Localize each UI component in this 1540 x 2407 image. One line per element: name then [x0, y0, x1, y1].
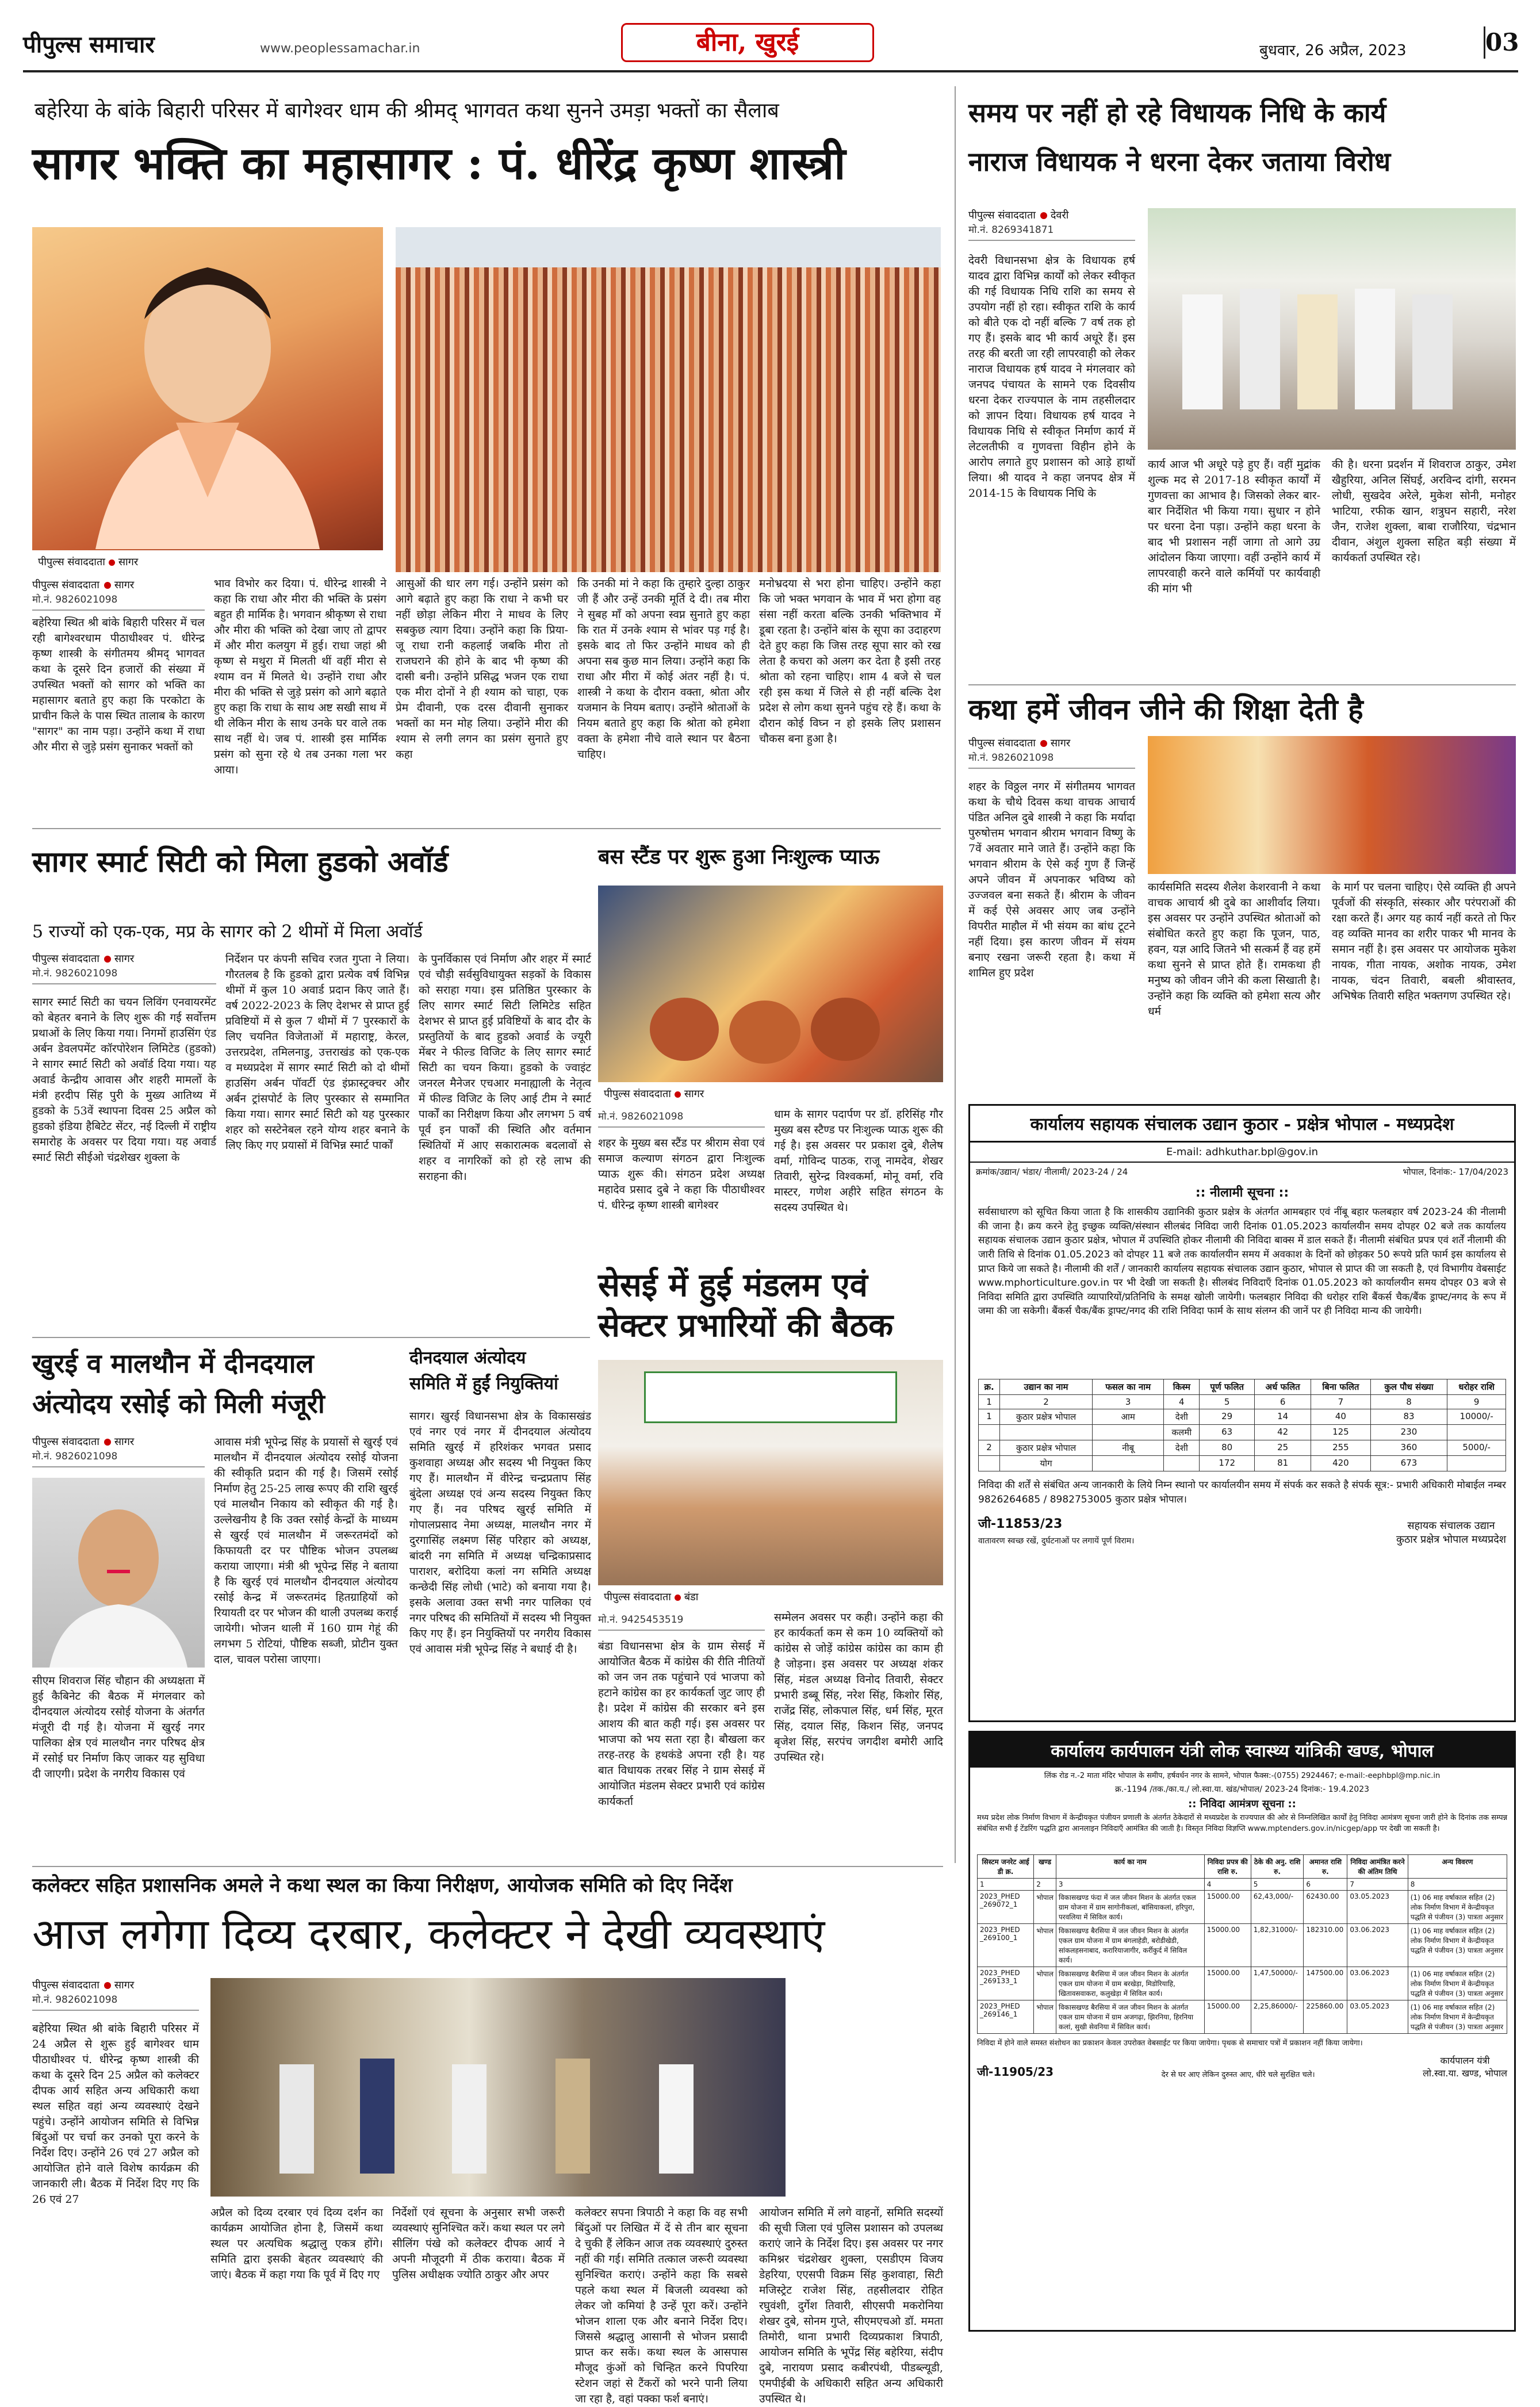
- tender1-ref: क्रमांक/उद्यान/ भंडार/ नीलामी/ 2023-24 / 24: [976, 1167, 1128, 1177]
- bottom-divider: [32, 1866, 943, 1867]
- crowd-sky: [396, 227, 941, 267]
- lead-byline: पीपुल्स संवाददाता सागर मो.नं. 9826021098: [32, 578, 205, 614]
- mandal-col-2: सम्मेलन अवसर पर कही। उन्होंने कहा की हर कार्यकर्ता कम से कम 10 व्यक्तियों को कांग्रेस से जोड़ें कांग्रेस कांग्रेस का काम ही है जोड़ना। इस अवसर पर अध्यक्ष शंकर सिंह, मंडल अध्यक्ष विनोद तिवारी, सेक्टर प्रभारी डब्बू सिंह, नरेश सिंह, किशोर सिंह, राजेंद्र सिंह, लोकपाल सिंह, धर्म सिंह, मूरत सिंह, दयाल सिंह, किशन सिंह, जनपद बृजेश सिंह, सरपंच जगदीश बमोरी आदि उपस्थित रहे।: [774, 1611, 943, 1764]
- lead-kicker: बहेरिया के बांके बिहारी परिसर में बागेश्वर धाम की श्रीमद् भागवत कथा सुनने उमड़ा भक्तों का सैलाब: [35, 99, 779, 122]
- table-cell: 360: [1370, 1440, 1447, 1456]
- auction-row: [979, 1456, 1506, 1471]
- table-cell: 63: [1200, 1425, 1255, 1440]
- tender1-title: कार्यालय सहायक संचालक उद्यान कुठार - प्रक्षेत्र भोपाल - मध्यप्रदेश: [970, 1106, 1514, 1143]
- auction-row: [979, 1440, 1506, 1456]
- tender2-table: [970, 1852, 1514, 2036]
- table-cell: विकासखण्ड फंदा में जल जीवन मिशन के अंतर्गत एकल ग्राम योजना में ग्राम सागोनीकलां, बांसियाकलां, हरिपुरा, परवलिया में सिविल कार्य।: [1056, 1891, 1204, 1924]
- table-cell: 6: [1255, 1395, 1311, 1409]
- table-header-row: [978, 1855, 1507, 1879]
- collector-byline: पीपुल्स संवाददाता सागर मो.नं. 9826021098: [32, 1978, 199, 2014]
- table-cell: 172: [1200, 1456, 1255, 1471]
- table-cell: [1092, 1456, 1164, 1471]
- table-cell: 03.06.2023: [1347, 1924, 1408, 1967]
- table-header-cell: अन्य विवरण: [1408, 1855, 1507, 1879]
- table-header-cell: बिना फलित: [1311, 1379, 1371, 1395]
- table-cell: 81: [1255, 1456, 1311, 1471]
- katha-col-1: शहर के विठ्ठल नगर में संगीतमय भागवत कथा के चौथे दिवस कथा वाचक आचार्य पंडित अनिल दुबे शास्त्री ने कहा कि मर्यादा पुरुषोत्तम भगवान श्रीराम भगवान विष्णु के 7वें अवतार माने जाते हैं। उन्होंने कहा कि भगवान श्रीराम के ऐसे कई गुण हैं जिन्हें अपने जीवन में अपनाकर भविष्य को उज्जवल बना सकते हैं। श्रीराम के जीवन में कई ऐसे अवसर आए जब उन्होंने विपरीत माहौल में भी संयम का बांध टूटने नहीं दिया। इस कारण जीवन में संयम बनाए रखना जरूरी रहता है। कथा में शामिल हुए प्रदेश: [968, 780, 1135, 979]
- table-cell: 7: [1347, 1879, 1408, 1891]
- table-cell: (1) 06 माह वर्षाकाल सहित (2) लोक निर्माण विभाग में केन्द्रीयकृत पद्धति से पंजीयन (3) पात्रता अनुसार: [1408, 2000, 1507, 2034]
- table-cell: 7: [1311, 1395, 1371, 1409]
- tender1-code: जी-11853/23: [978, 1517, 1063, 1532]
- table-number-row: [978, 1879, 1507, 1891]
- auction-row: [979, 1409, 1506, 1425]
- tender2-tagline: देर से घर आए लेकिन दुरुस्त आए, धीरे चले सुरक्षित चले।: [1161, 2070, 1315, 2079]
- table-cell: [979, 1425, 1000, 1440]
- logo-text: पीपुल्स समाचार: [23, 31, 155, 58]
- katha-byline: पीपुल्स संवाददाता सागर मो.नं. 9826021098: [968, 736, 1135, 772]
- tender2-footer: निविदा में होने वाले समस्त संशोधन का प्रकाशन केवल उपरोक्त वेबसाईट पर किया जायेगा। पृथक से समाचार पत्रों में प्रकाशन नहीं किया जायेगा।: [977, 2039, 1363, 2048]
- table-cell: 2023_PHED _269072_1: [978, 1891, 1034, 1924]
- table-cell: 10000/-: [1447, 1409, 1506, 1425]
- tender-row: [978, 2000, 1507, 2034]
- khurai-headline-2: अंत्योदय रसोई को मिली मंजूरी: [32, 1388, 325, 1419]
- smartcity-subhead: 5 राज्यों को एक-एक, मप्र के सागर को 2 थीमों में मिला अवॉर्ड: [32, 922, 423, 942]
- table-header-cell: अमानत राशि रु.: [1304, 1855, 1347, 1879]
- lead-headline: सागर भक्ति का महासागर : पं. धीरेंद्र कृष्ण शास्त्री: [32, 137, 846, 190]
- table-cell: 62,43,000/-: [1251, 1891, 1304, 1924]
- pots-illustration: [598, 886, 943, 1075]
- table-header-cell: खण्ड: [1034, 1855, 1056, 1879]
- deendayal-body: सागर। खुरई विधानसभा क्षेत्र के विकासखंड एवं नगर एवं नगर में दीनदयाल अंत्योदय समिति खुरई में हरिशंकर भगवत प्रसाद कुशवाहा अध्यक्ष और सदस्य भी नियुक्त किए गए हैं। मालथौन में वीरेन्द्र चन्द्रप्रताप सिंह बुंदेला अध्यक्ष एवं अन्य सदस्य नियुक्त किए गए हैं। नव परिषद खुरई समिति में गोपालप्रसाद नेमा अध्यक्ष, मालथौन नगर में दुरगासिंह लक्ष्मण सिंह परिहार को अध्यक्ष, बांदरी नग समिति में अध्यक्ष चन्द्रिकाप्रसाद पाराशर, बरोदिया कलां नग समिति अध्यक्ष कन्छेदी सिंह लोधी (भाटे) को बनाया गया है। इसके अलावा उक्त सभी नगर पालिका एवं नगर परिषद की समितियों में सदस्य भी नियुक्त किए गए हैं। इन नियुक्तियों पर नगरीय विकास एवं आवास मंत्री भूपेन्द्र सिंह ने बधाई दी है।: [409, 1410, 591, 1655]
- table-cell: 5: [1200, 1395, 1255, 1409]
- table-cell: योग: [1000, 1456, 1093, 1471]
- mandal-banner: [644, 1371, 897, 1423]
- table-cell: 25: [1255, 1440, 1311, 1456]
- table-cell: आम: [1092, 1409, 1164, 1425]
- right-col-divider: [955, 86, 956, 1863]
- lead-col-5: मनोभ्रदया से भरा होना चाहिए। उन्होंने कहा कि जो भक्त भगवान के भाव में भरा होगा वह संसा नहीं करता बल्कि उनकी भक्तिभाव में डूबा रहता है। उन्होंने बांस के सूपा का उदाहरण देते हुए कहा कि जिस तरह सूपा सार को रख लेता है कचरा को अलग कर देता है इसी तरह श्रोता को रहना चाहिए। शाम 4 बजे से चल रही इस कथा में जिले से ही नहीं बल्कि देश प्रदेश से लोग कथा सुनने पहुंच रहे हैं। कथा के दौरान कोई विघ्न न हो इसके लिए प्रशासन चौकस बना हुआ है।: [759, 577, 941, 745]
- lead-col-3: आसुओं की धार लग गई। उन्होंने प्रसंग को आगे बढ़ाते हुए कहा कि राधा ने कभी घर नहीं छोड़ा लेकिन मीरा ने माधव के लिए सबकुछ त्याग दिया। उन्होंने कहा कि प्रिया-जू राधा रानी कहलाई जबकि मीरा तो राजघराने की होने के बाद भी कृष्ण की दासी बनी। उन्होंने प्रसिद्ध भजन एक राधा एक मीरा दोनों ने ही श्याम को चाहा, एक प्रेम दीवानी, एक दरस दीवानी सुनाकर भक्तों का मन मोह लिया। उन्होंने मीरा की श्याम से लगी लगन का प्रसंग सुनाते हुए कहा: [396, 577, 568, 761]
- photo-caption: पीपुल्स संवाददाता सागर: [32, 550, 383, 572]
- table-cell: 673: [1370, 1456, 1447, 1471]
- table-cell: 1,47,50000/-: [1251, 1967, 1304, 2000]
- vidhayak-byline: पीपुल्स संवाददाता देवरी मो.नं. 8269341871: [968, 208, 1135, 244]
- photo-busstand: [598, 886, 943, 1104]
- table-cell: भोपाल: [1034, 1924, 1056, 1967]
- collector-col-2: अप्रैल को दिव्य दरबार एवं दिव्य दर्शन का कार्यक्रम आयोजित होना है, जिसमें कथा स्थल पर अत्यधिक श्रद्धालु एकत्र होंगे। समिति द्वारा इसकी बेहतर व्यवस्थाएं की जाएं। बैठक में कहा गया कि पूर्व में दिए गए: [210, 2206, 383, 2281]
- katha-col-3: के मार्ग पर चलना चाहिए। ऐसे व्यक्ति ही अपने पूर्वजों की संस्कृति, संस्कार और परंपराओं की रक्षा करते हैं। अगर यह कार्य नहीं करते तो फिर वह व्यक्ति मानव का शरीर पाकर भी मानव के समान नहीं है। इस अवसर पर आयोजक मुकेश नायक, गीता नायक, अशोक नायक, उमेश नायक, चंदन तिवारी, बबली श्रीवास्तव, अभिषेक तिवारी सहित भक्तगण उपस्थित रहे।: [1332, 881, 1516, 1002]
- deendayal-headline-2: समिति में हुईं नियुक्तियां: [409, 1374, 558, 1394]
- mid-divider: [32, 1337, 590, 1338]
- vidhayak-col-3: की है। धरना प्रदर्शन में शिवराज ठाकुर, उमेश खैहुरिया, अनिल सिंघई, अरविन्द दांगी, सरमन लोधी, सुखदेव अरेले, मुकेश सोनी, मनोहर भाटिया, रफीक खान, शत्रुघन सहारी, नरेश जैन, राजेश शुक्ला, बाबा राजौरिया, चंद्रभान दीवान, अंशुल शुक्ला सहित बड़ी संख्या में कार्यकर्ता उपस्थित रहे।: [1332, 458, 1516, 564]
- tender2-title: कार्यालय कार्यपालन यंत्री लोक स्वास्थ्य यांत्रिकी खण्ड, भोपाल: [970, 1733, 1514, 1768]
- photo-shastri: [32, 227, 383, 572]
- busstand-col-1: शहर के मुख्य बस स्टैंड पर श्रीराम सेवा एवं समाज कल्याण संगठन द्वारा निःशुल्क प्याऊ शुरू की। संगठन प्रदेश अध्यक्ष महादेव प्रसाद दुबे ने कहा कि पीठाधीश्वर पं. धीरेन्द्र कृष्ण शास्त्री बागेश्वर: [598, 1137, 765, 1212]
- table-cell: 29: [1200, 1409, 1255, 1425]
- table-cell: 4: [1204, 1879, 1251, 1891]
- khurai-caption: सीएम शिवराज सिंह चौहान की अध्यक्षता में हुई कैबिनेट की बैठक में मंगलवार को दीनदयाल अंत्योदय रसोई योजना के अंतर्गत मंजूरी दी गई है। योजना में खुरई नगर पालिका क्षेत्र एवं मालथौन नगर परिषद क्षेत्र में रसोई घर निर्माण किए जाकर यह सुविधा दी जाएगी। प्रदेश के नगरीय विकास एवं: [32, 1674, 205, 1780]
- table-cell: [1164, 1456, 1200, 1471]
- table-header-cell: सिस्टम जनरेट आई डी क्र.: [978, 1855, 1034, 1879]
- tender2-ref: क्र.-1194 /तक./का.य./ लो.स्वा.या. खंड/भोपाल/ 2023-24 दिनांक:- 19.4.2023: [1114, 1785, 1370, 1794]
- tender1-table: [970, 1375, 1514, 1475]
- table-cell: [1447, 1456, 1506, 1471]
- table-cell: 80: [1200, 1440, 1255, 1456]
- busstand-col-2: धाम के सागर पदार्पण पर डॉ. हरिसिंह गौर मुख्य बस स्टैण्ड पर निःशुल्क प्याऊ शुरू की गई है। इस अवसर पर प्रकाश दुबे, शैलेष वर्मा, गोविन्द पाठक, राजू नामदेव, शेखर तिवारी, सुरेन्द्र विश्वकर्मा, मोनू वर्मा, रवि मास्टर, गणेश अहीरे सहित संगठन के सदस्य उपस्थित थे।: [774, 1108, 943, 1214]
- table-cell: 1: [978, 1879, 1034, 1891]
- table-cell: 2: [1000, 1395, 1093, 1409]
- busstand-headline: बस स्टैंड पर शुरू हुआ निःशुल्क प्याऊ: [598, 845, 880, 869]
- tender2-code: जी-11905/23: [977, 2064, 1054, 2079]
- table-cell: 1: [979, 1409, 1000, 1425]
- table-cell: 40: [1311, 1409, 1371, 1425]
- tender2-address: लिंक रोड न.-2 माता मंदिर भोपाल के समीप, हर्षवर्धन नगर के सामने, भोपाल फैक्स:-(0755) 2924467; e-mail:-eephbpl@mp.nic.in: [1044, 1772, 1441, 1780]
- shastri-illustration: [32, 227, 383, 549]
- table-cell: 03.05.2023: [1347, 2000, 1408, 2034]
- table-cell: 3: [1056, 1879, 1204, 1891]
- vidhayak-headline-1: समय पर नहीं हो रहे विधायक निधि के कार्य: [968, 97, 1386, 128]
- table-cell: (1) 06 माह वर्षाकाल सहित (2) लोक निर्माण विभाग में केन्द्रीयकृत पद्धति से पंजीयन (3) पात्रता अनुसार: [1408, 1891, 1507, 1924]
- photo-mandal: [598, 1360, 943, 1607]
- collector-kicker: कलेक्टर सहित प्रशासनिक अमले ने कथा स्थल का किया निरीक्षण, आयोजक समिति को दिए निर्देश: [32, 1874, 733, 1897]
- table-cell: 42: [1255, 1425, 1311, 1440]
- table-cell: 6: [1304, 1879, 1347, 1891]
- table-header-cell: निविदा आमंत्रित करने की अंतिम तिथि: [1347, 1855, 1408, 1879]
- table-cell: [1092, 1425, 1164, 1440]
- collector-col-1: बहेरिया स्थित श्री बांके बिहारी परिसर में 24 अप्रैल से शुरू हुई बागेश्वर धाम पीठाधीश्वर पं. धीरेन्द्र कृष्ण शास्त्री की कथा के दूसरे दिन 25 अप्रैल को कलेक्टर दीपक आर्य सहित अन्य अधिकारी कथा स्थल सहित वहां अन्य व्यवस्थाएं देखने पहुंचे। उन्होंने आयोजन समिति से विभिन्न बिंदुओं पर चर्चा कर उनको पूरा करने के निर्देश दिए। उन्होंने 26 एवं 27 अप्रैल को आयोजित होने वाले विशेष कार्यक्रम की जानकारी ली। बैठक में निर्देश दिए गए कि 26 एवं 27: [32, 2022, 199, 2206]
- table-cell: 2: [979, 1440, 1000, 1456]
- collector-col-3: निर्देशों एवं सूचना के अनुसार सभी जरूरी व्यवस्थाएं सुनिश्चित करें। कथा स्थल पर लगे सीलिंग पंखे को कलेक्टर दीपक आर्य ने अपनी मौजूदगी में ठीक कराया। बैठक में पुलिस अधीक्षक ज्योति ठाकुर और अपर: [392, 2206, 565, 2281]
- table-cell: 03.06.2023: [1347, 1967, 1408, 2000]
- busstand-caption: पीपुल्स संवाददाता सागर: [598, 1082, 943, 1104]
- section-banner: [621, 23, 874, 62]
- katha-col-2: कार्यसमिति सदस्य शैलेश केशरवानी ने कथा वाचक आचार्य श्री दुबे का आशीर्वाद लिया। इस अवसर पर उन्होंने उपस्थित श्रोताओं को संबोधित करते हुए कहा कि पूजन, पाठ, हवन, यज्ञ आदि जितने भी सत्कर्म हैं वह हमें कथा सुनने से प्राप्त होते हैं। रामकथा ही मनुष्य को जीवन जीने की कला सिखाती है। उन्होंने कहा कि व्यक्ति को हमेशा सत्य और धर्म: [1148, 881, 1320, 1018]
- tender2-sign-1: कार्यपालन यंत्री: [1440, 2055, 1490, 2066]
- tender2-sign-2: लो.स्वा.या. खण्ड, भोपाल: [1423, 2067, 1507, 2079]
- collector-col-4: कलेक्टर सपना त्रिपाठी ने कहा कि वह सभी बिंदुओं पर लिखित में दें से तीन बार सूचना दे चुकी हैं लेकिन आज तक व्यवस्थाएं दुरुस्त नहीं की गई। समिति तत्काल जरूरी व्यवस्था सुनिश्चित कराएं। उन्होंने कहा कि सबसे पहले कथा स्थल में बिजली व्यवस्था को लेकर जो कमियां है उन्हें पूरा करें। उन्होंने भोजन शाला एक और बनाने निर्देश दिए। जिससे श्रद्धालु आसानी से भोजन प्रसादी प्राप्त कर सकें। कथा स्थल के आसपास मौजूद कुंओं को चिन्हित करने पिपरिया स्टेशन जहां से टैंकरों को भरने पानी लिया जा रहा है, वहां पक्का फर्श बनाएं।: [575, 2206, 748, 2405]
- table-cell: [979, 1456, 1000, 1471]
- lead-col-1: बहेरिया स्थित श्री बांके बिहारी परिसर में चल रही बागेश्वरधाम पीठाधीश्वर पं. धीरेन्द्र कृष्ण शास्त्री के संगीतमय श्रीमद् भागवत कथा के दूसरे दिन हजारों की संख्या में उपस्थित भक्तों को सागर को भक्ति का महासागर बताते हुए कहा कि परकोटा के प्राचीन किले के पास स्थित तालाब के कारण "सागर" का नाम पड़ा। उन्होंने कथा में राधा और मीरा से जुड़े प्रसंग सुनाकर भक्तों को: [32, 616, 205, 753]
- mandal-mobile: मो.नं. 9425453519: [598, 1613, 765, 1634]
- smartcity-headline: सागर स्मार्ट सिटी को मिला हुडको अवॉर्ड: [32, 845, 449, 879]
- lead-divider: [32, 828, 941, 829]
- table-cell: 2023_PHED _269100_1: [978, 1924, 1034, 1967]
- auction-row: [979, 1425, 1506, 1440]
- table-header-row: [979, 1379, 1506, 1395]
- table-cell: 9: [1447, 1395, 1506, 1409]
- table-cell: भोपाल: [1034, 1891, 1056, 1924]
- table-header-cell: कुल पौध संख्या: [1370, 1379, 1447, 1395]
- masthead: [23, 23, 1518, 69]
- lead-col-2: भाव विभोर कर दिया। पं. धीरेन्द्र शास्त्री ने कहा कि राधा और मीरा की भक्ति के प्रसंग बहुत ही मार्मिक है। भगवान श्रीकृष्ण से राधा और मीरा की भक्ति को देखा जाए तो द्वापर में और मीरा कलयुग में हुई। राधा जहां श्री कृष्ण से मथुरा में मिलती थीं वहीं मीरा से श्याम वन में मिलते थे। उन्होंने राधा और मीरा की भक्ति से जुड़े प्रसंग को आगे बढ़ाते हुए कहा कि राधा के साथ अष्ट सखी साथ में थी लेकिन मीरा के साथ उनके घर वाले तक साथ नहीं थे। जब पं. शास्त्री इस मार्मिक प्रसंग को सुना रहे थे तब उनका गला भर आया।: [214, 577, 386, 776]
- collector-col-5: आयोजन समिति में लगे वाहनों, समिति सदस्यों की सूची जिला एवं पुलिस प्रशासन को उपलब्ध कराएं जाने के निर्देश दिए। इस अवसर पर नगर कमिश्नर चंद्रशेखर शुक्ला, एसडीएम विजय डेहरिया, एएसपी विक्रम सिंह कुशवाहा, सिटी मजिस्ट्रेट राजेश सिंह, तहसीलदार रोहित रघुवंशी, दुर्गेश तिवारी, सीएसपी मकरोनिया शेखर दुबे, सोनम गुप्ते, सीएमएचओ डॉ. ममता तिमोरी, थाना प्रभारी दिव्यप्रकाश त्रिपाठी, आयोजन समिति के भूपेंद्र सिंह बहेरिया, संदीप दुबे, नारायण प्रसाद कबीरपंथी, पीडब्ल्यूडी, एमपीईबी के अधिकारी सहित अन्य अधिकारी उपस्थित थे।: [759, 2206, 943, 2405]
- page-number: 03: [1484, 26, 1518, 59]
- table-cell: 5000/-: [1447, 1440, 1506, 1456]
- table-number-row: [979, 1395, 1506, 1409]
- table-cell: 4: [1164, 1395, 1200, 1409]
- photo-dharna: [1148, 208, 1516, 450]
- logo: [23, 28, 155, 59]
- table-header-cell: धरोहर राशि: [1447, 1379, 1506, 1395]
- table-cell: [1000, 1425, 1093, 1440]
- table-header-cell: कार्य का नाम: [1056, 1855, 1204, 1879]
- lead-col-4: कि उनकी मां ने कहा कि तुम्हारे दुल्हा ठाकुर जी हैं और उन्हें उनकी मूर्ति दे दी। तब मीरा ने सुबह माँ को अपना स्वप्न सुनाते हुए कहा कि रात में उनके श्याम से भांवर पड़ गई है। इसके बाद तो फिर उन्होंने माधव को ही अपना सब कुछ मान लिया। उन्होंने कहा कि राधा और मीरा में कोई अंतर नहीं है। पं. शास्त्री ने कथा के दौरान वक्ता, श्रोता और यजमान के नियम बताए। उन्होंने श्रोताओं के नियम बताते हुए कहा कि श्रोता को हमेशा वक्ता के हमेशा नीचे वाले स्थान पर बैठना चाहिए।: [577, 577, 750, 761]
- issue-date: बुधवार, 26 अप्रैल, 2023: [1259, 42, 1407, 59]
- table-cell: भोपाल: [1034, 1967, 1056, 2000]
- table-header-cell: उद्यान का नाम: [1000, 1379, 1093, 1395]
- tender1-email[interactable]: E-mail: adhkuthar.bpl@gov.in: [970, 1143, 1514, 1163]
- tender-row: [978, 1891, 1507, 1924]
- tender-horticulture: [968, 1104, 1516, 1722]
- table-cell: 15000.00: [1204, 1891, 1251, 1924]
- smartcity-col-3: के पुनर्विकास एवं निर्माण और शहर में स्मार्ट एवं चौड़ी सर्वसुविधायुक्त सड़कों के विकास को सराहा गया। इस प्रतिष्ठित पुरस्कार के लिए सागर स्मार्ट सिटी लिमिटेड सहित देशभर से प्राप्त हुई प्रविष्टियों के बाद दौर के प्रस्तुतियों के बाद हुडको अवार्ड के ज्यूरी मेंबर ने फील्ड विजिट के लिए सागर स्मार्ट सिटी का चयन किया। हुडको के ज्वाइंट जनरल मैनेजर एचआर मनाह्याली के नेतृत्व में फील्ड विजिट के लिए आई टीम ने स्मार्ट पार्कों का निरीक्षण किया और लगभग 5 वर्ष पूर्व इन पार्कों की स्थिति और वर्तमान स्थितियों में आए सकारात्मक बदलावों से शहर व नागरिकों को हो रहे लाभ की सराहना की।: [419, 953, 591, 1183]
- busstand-mobile: मो.नं. 9826021098: [598, 1110, 765, 1131]
- mandal-col-1: बंडा विधानसभा क्षेत्र के ग्राम सेसई में आयोजित बैठक में कांग्रेस की रीति नीतियों को जन जन तक पहुंचाने एवं भाजपा को हटाने कांग्रेस का हर कार्यकर्ता जुट जाए ही है। प्रदेश में कांग्रेस की सरकार बने इस आशय की बात कही गई। इस अवसर पर भाजपा को भय सता रहा है। बौखला कर तरह-तरह के हथकंडे अपना रही है। यह बात विधायक तरबर सिंह ने ग्राम सेसई में आयोजित मंडलम सेक्टर प्रभारी एवं कांग्रेस कार्यकर्ता: [598, 1640, 765, 1808]
- table-cell: 8: [1370, 1395, 1447, 1409]
- tender1-notice: सर्वसाधारण को सूचित किया जाता है कि शासकीय उद्यानिकी कुठार प्रक्षेत्र के अंतर्गत आमबहार एवं नींबू बहार फलबहार वर्ष 2023-24 की नीलामी की जाना है। क्रय करने हेतु इच्छुक व्यक्ति/संस्थान सीलबंद निविदा जारी दिनांक 01.05.2023 कार्यालयीन समय दोपहर 02 बजे तक कार्यालय सहायक संचालक उद्यान कुठार प्रक्षेत्र, भोपाल में उपस्थिति होकर नीलामी की निविदा बाक्स में डाल सकते हैं। नीलामी संबंधित प्रपत्र एवं शर्तें नीलामी की जारी तिथि से दिनांक 01.05.2023 को दोपहर 11 बजे तक कार्यालयीन समय में अवकाश के दिनों को छोड़कर 50 रूपये प्रति फार्म इस कार्यालय से प्राप्त किये जा सकते है। नीलामी की शर्तें / जानकारी कार्यालय सहायक संचालक उद्यान कुठार, भोपाल से प्राप्त की जा सकती है, एवं विभागीय वेबसाईट www.mphorticulture.gov.in पर भी देखी जा सकती है। सीलबंद निविदाएँ दिनांक 01.05.2023 को कार्यालयीन समय दोपहर 03 बजे से निविदा समिति द्वारा उपस्थिति व्यापारियों/प्रतिनिधि के समक्ष खोली जायेगी। फलबहार निविदा की धरोहर राशि बैंकर्स चैक/बैंक ड्राफ्ट/नगद के रूप में जमा की जा सकेगी। बैंकर्स चैक/बैंक ड्राफ्ट/नगद की राशि निविदा फार्म के साथ संलग्न की जानें पर ही निविदा मान्य की जायेगी।: [978, 1206, 1506, 1317]
- right-divider-1: [968, 684, 1516, 685]
- smartcity-byline: पीपुल्स संवाददाता सागर मो.नं. 9826021098: [32, 952, 216, 988]
- table-cell: 125: [1311, 1425, 1371, 1440]
- khurai-byline: पीपुल्स संवाददाता सागर मो.नं. 9826021098: [32, 1435, 205, 1471]
- table-cell: 03.05.2023: [1347, 1891, 1408, 1924]
- table-cell: 230: [1370, 1425, 1447, 1440]
- table-cell: विकासखण्ड बैरसिया में जल जीवन मिशन के अंतर्गत एकल ग्राम योजना में ग्राम बंगलाहेडी, बरोडीखेडी, सांकलहसनाबाद, करारियाजागीर, कर्रीकुर्द में सिविल कार्य।: [1056, 1924, 1204, 1967]
- table-cell: विकासखण्ड बैरसिया में जल जीवन मिशन के अंतर्गत एकल ग्राम योजना में ग्राम अजगढ़ा, झिरनिया, हिरनिया कलां, सुखी सेवनिया में सिविल कार्य।: [1056, 2000, 1204, 2034]
- vidhayak-headline-2: नाराज विधायक ने धरना देकर जताया विरोध: [968, 146, 1391, 177]
- tender1-date: भोपाल, दिनांक:- 17/04/2023: [1403, 1167, 1508, 1177]
- table-cell: 14: [1255, 1409, 1311, 1425]
- table-cell: 2023_PHED _269133_1: [978, 1967, 1034, 2000]
- photo-crowd: [396, 227, 941, 572]
- table-cell: 225860.00: [1304, 2000, 1347, 2034]
- table-cell: देशी: [1164, 1409, 1200, 1425]
- tender1-tagline: वातावरण स्वच्छ रखें, दुर्घटनाओं पर लगायें पूर्ण विराम।: [978, 1536, 1135, 1546]
- table-cell: 62430.00: [1304, 1891, 1347, 1924]
- table-cell: 1,82,31000/-: [1251, 1924, 1304, 1967]
- mandal-caption: पीपुल्स संवाददाता बंडा: [598, 1585, 943, 1607]
- tender1-sign-2: कुठार प्रक्षेत्र भोपाल मध्यप्रदेश: [1396, 1534, 1506, 1546]
- website[interactable]: www.peoplessamachar.in: [260, 41, 420, 56]
- table-cell: 83: [1370, 1409, 1447, 1425]
- table-header-cell: पूर्ण फलित: [1200, 1379, 1255, 1395]
- vidhayak-col-1: देवरी विधानसभा क्षेत्र के विधायक हर्ष यादव द्वारा विभिन्न कार्यों को लेकर स्वीकृत की गई विधायक निधि राशि का समय से उपयोग नहीं हो रहा। स्वीकृत राशि के कार्य को बीते एक दो नहीं बल्कि 7 वर्ष तक हो गए हैं। इसके बाद भी कार्य अधूरे हैं। इस तरह की बरती जा रही लापरवाही को लेकर नाराज विधायक हर्ष यादव ने मंगलवार को जनपद पंचायत के सामने एक दिवसीय धरना देकर राज्यपाल के नाम तहसीलदार को ज्ञापन दिया। विधायक हर्ष यादव ने विधायक निधि से स्वीकृत निर्माण कार्य में लेटलतीफी व गुणवत्ता विहीन होने के आरोप लगाते हुए प्रशासन को आड़े हाथों लिया। श्री यादव ने कहा जनपद क्षेत्र में 2014-15 के विधायक निधि के: [968, 254, 1135, 500]
- table-cell: 3: [1092, 1395, 1164, 1409]
- dharna-illustration: [1148, 208, 1516, 450]
- table-cell: 255: [1311, 1440, 1371, 1456]
- smartcity-col-2: निर्देशन पर कंपनी सचिव रजत गुप्ता ने लिया। गौरतलब है कि हुडको द्वारा प्रत्येक वर्ष विभिन्न थीमों में कुल 10 अवार्ड प्रदान किए जाते हैं। वर्ष 2022-2023 के लिए देशभर से प्राप्त हुई प्रविष्टियों में से कुल 7 थीमों में 7 पुरस्कारों के लिए चयनित विजेताओं में महाराष्ट्र, केरल, उत्तरप्रदेश, तमिलनाडु, उत्तराखंड को एक-एक व मध्यप्रदेश में सागर स्मार्ट सिटी को दो थीमों हाउसिंग अर्बन पॉवर्टी एंड इंफ्रास्ट्रक्चर और अर्बन ट्रांसपोर्ट के लिए पुरस्कार से सम्मानित किया गया। सागर स्मार्ट सिटी को यह पुरस्कार शहर को सस्टेनेबल रहने योग्य शहर बनाने के लिए किए गए प्रयासों में विभिन्न स्मार्ट पार्कों: [225, 953, 409, 1152]
- khurai-col-2: आवास मंत्री भूपेन्द्र सिंह के प्रयासों से खुरई एवं मालथौन में दीनदयाल अंत्योदय रसोई योजना की स्वीकृति प्रदान की गई है। जिसमें रसोई निर्माण हेतु 25-25 लाख रूपए की राशि खुरई एवं मालथौन निकाय को स्वीकृत की गई है। उल्लेखनीय है कि उक्त रसोई केन्द्रों के माध्यम से खुरई एवं मालथौन में जरूरतमंदों को किफायती दर पर पौष्टिक भोजन उपलब्ध कराया जाएगा। मंत्री श्री भूपेन्द्र सिंह ने बताया है कि खुरई एवं मालथौन दीनदयाल अंत्योदय रसोई केन्द्र में जरूरतमंद हितग्राहियों को रियायती दर पर भोजन की थाली उपलब्ध कराई जायेगी। भोजन थाली में 160 ग्राम गेहूं की लगभग 5 रोटियां, पौष्टिक सब्जी, प्रोटीन युक्त दाल, चावल परोसा जाएगा।: [214, 1436, 398, 1666]
- tender-row: [978, 1967, 1507, 2000]
- table-cell: 5: [1251, 1879, 1304, 1891]
- table-cell: नीबू: [1092, 1440, 1164, 1456]
- table-header-cell: क्र.: [979, 1379, 1000, 1395]
- table-cell: 15000.00: [1204, 1924, 1251, 1967]
- table-header-cell: ठेके की अनु. राशि रु.: [1251, 1855, 1304, 1879]
- table-header-cell: अर्ध फलित: [1255, 1379, 1311, 1395]
- table-cell: (1) 06 माह वर्षाकाल सहित (2) लोक निर्माण विभाग में केन्द्रीयकृत पद्धति से पंजीयन (3) पात्रता अनुसार: [1408, 1924, 1507, 1967]
- mandal-headline: सेसई में हुई मंडलम एवं सेक्टर प्रभारियों की बैठक: [598, 1266, 894, 1344]
- tender1-footer: निविदा की शर्तें से संबंधित अन्य जानकारी के लिये निम्न स्थानो पर कार्यालयीन समय में संपर्क कर सकते है संपर्क सूत्र:- प्रभारी अधिकारी मोबाईल नम्बर 9826264685 / 8982753005 कुठार प्रक्षेत्र भोपाल।: [978, 1480, 1506, 1505]
- collector-headline: आज लगेगा दिव्य दरबार, कलेक्टर ने देखी व्यवस्थाएं: [32, 1910, 825, 1959]
- table-cell: (1) 06 माह वर्षाकाल सहित (2) लोक निर्माण विभाग में केन्द्रीयकृत पद्धति से पंजीयन (3) पात्रता अनुसार: [1408, 1967, 1507, 2000]
- vidhayak-col-2: कार्य आज भी अधूरे पड़े हुए हैं। वहीं मुद्रांक शुल्क मद से 2017-18 स्वीकृत कार्यों में गुणवत्ता का आभाव है। जिसको लेकर बार-बार निर्देशित भी किया गया। सुधार न होने पर धरना देना पड़ा। उन्होंने कहा धरना के बाद भी प्रशासन नहीं जागा तो आगे उग्र आंदोलन किया जाएगा। वहीं उन्होंने कार्य में लापरवाही करने वाले कर्मियों पर कार्यवाही की मांग भी: [1148, 458, 1320, 595]
- table-cell: देशी: [1164, 1440, 1200, 1456]
- table-header-cell: निविदा प्रपत्र की राशि रु.: [1204, 1855, 1251, 1879]
- table-cell: 2023_PHED _269146_1: [978, 2000, 1034, 2034]
- table-cell: विकासखण्ड बैरसिया में जल जीवन मिशन के अंतर्गत एकल ग्राम योजना में ग्राम बरखेड़ा, मिडोरियाहि, खितावसवाकरा, कलुखेड़ा में सिविल कार्य।: [1056, 1967, 1204, 2000]
- table-cell: भोपाल: [1034, 2000, 1056, 2034]
- table-cell: कुठार प्रक्षेत्र भोपाल: [1000, 1440, 1093, 1456]
- deendayal-headline-1: दीनदयाल अंत्योदय: [409, 1348, 526, 1368]
- table-cell: 182310.00: [1304, 1924, 1347, 1967]
- minister-illustration: [32, 1478, 205, 1668]
- tender2-notice-title: :: निविदा आमंत्रण सूचना ::: [1188, 1798, 1296, 1810]
- section-name: बीना, खुरई: [696, 28, 799, 57]
- table-header-cell: किस्म: [1164, 1379, 1200, 1395]
- table-cell: 15000.00: [1204, 1967, 1251, 2000]
- katha-headline: कथा हमें जीवन जीने की शिक्षा देती है: [968, 692, 1363, 726]
- table-cell: [1447, 1425, 1506, 1440]
- photo-collector: [210, 1978, 786, 2197]
- collector-illustration: [210, 1978, 786, 2197]
- tender-phed: [968, 1731, 1516, 2332]
- table-cell: 1: [979, 1395, 1000, 1409]
- tender2-notice: मध्य प्रदेश लोक निर्माण विभाग में केन्द्रीयकृत पंजीयन प्रणाली के अंतर्गत ठेकेदारों से मध्यप्रदेश के राज्यपाल की ओर से निम्नलिखित कार्यों हेतु निविदा आमंत्रण सूचना जारी होने के दिनांक तक सम्पन्न संबंधित सभी ई टेंडरिंग पद्धति द्वारा आनलाइन निविदाएँ आमंत्रित की जाती है। विस्तृत निविदा विज्ञप्ति www.mptenders.gov.in/nicgep/app पर देखी जा सकती है।: [977, 1814, 1507, 1833]
- photo-minister: [32, 1478, 205, 1668]
- header-rule: [23, 70, 1518, 72]
- table-cell: कुठार प्रक्षेत्र भोपाल: [1000, 1409, 1093, 1425]
- photo-katha: [1148, 736, 1516, 874]
- table-cell: 147500.00: [1304, 1967, 1347, 2000]
- tender1-sign-1: सहायक संचालक उद्यान: [1407, 1520, 1495, 1532]
- table-cell: 15000.00: [1204, 2000, 1251, 2034]
- smartcity-col-1: सागर स्मार्ट सिटी का चयन लिविंग एनवायरमेंट को बेहतर बनाने के लिए शुरू की गई सर्वोत्तम प्रथाओं के लिए किया गया। निगमों हाउसिंग एंड अर्बन डेवलपमेंट कॉरपोरेशन लिमिटेड (हुडको) ने सागर स्मार्ट सिटी को अवॉर्ड दिया गया। यह अवार्ड केन्द्रीय आवास और शहरी मामलों के मंत्री हरदीप सिंह पुरी के मुख्य आतिथ्य में हुडको के 53वें स्थापना दिवस 25 अप्रैल को हुडको इंडिया हैबिटेट सेंटर, नई दिल्ली में राष्ट्रीय समारोह के अवसर पर दिया गया। यह अवार्ड स्मार्ट सिटी सीईओ चंद्रशेखर शुक्ला के: [32, 996, 216, 1164]
- tender1-notice-title: :: नीलामी सूचना ::: [1195, 1186, 1289, 1200]
- table-cell: 2: [1034, 1879, 1056, 1891]
- table-header-cell: फसल का नाम: [1092, 1379, 1164, 1395]
- table-cell: 420: [1311, 1456, 1371, 1471]
- table-cell: कलमी: [1164, 1425, 1200, 1440]
- table-cell: 8: [1408, 1879, 1507, 1891]
- khurai-headline-1: खुरई व मालथौन में दीनदयाल: [32, 1348, 314, 1379]
- table-cell: 2,25,86000/-: [1251, 2000, 1304, 2034]
- tender-row: [978, 1924, 1507, 1967]
